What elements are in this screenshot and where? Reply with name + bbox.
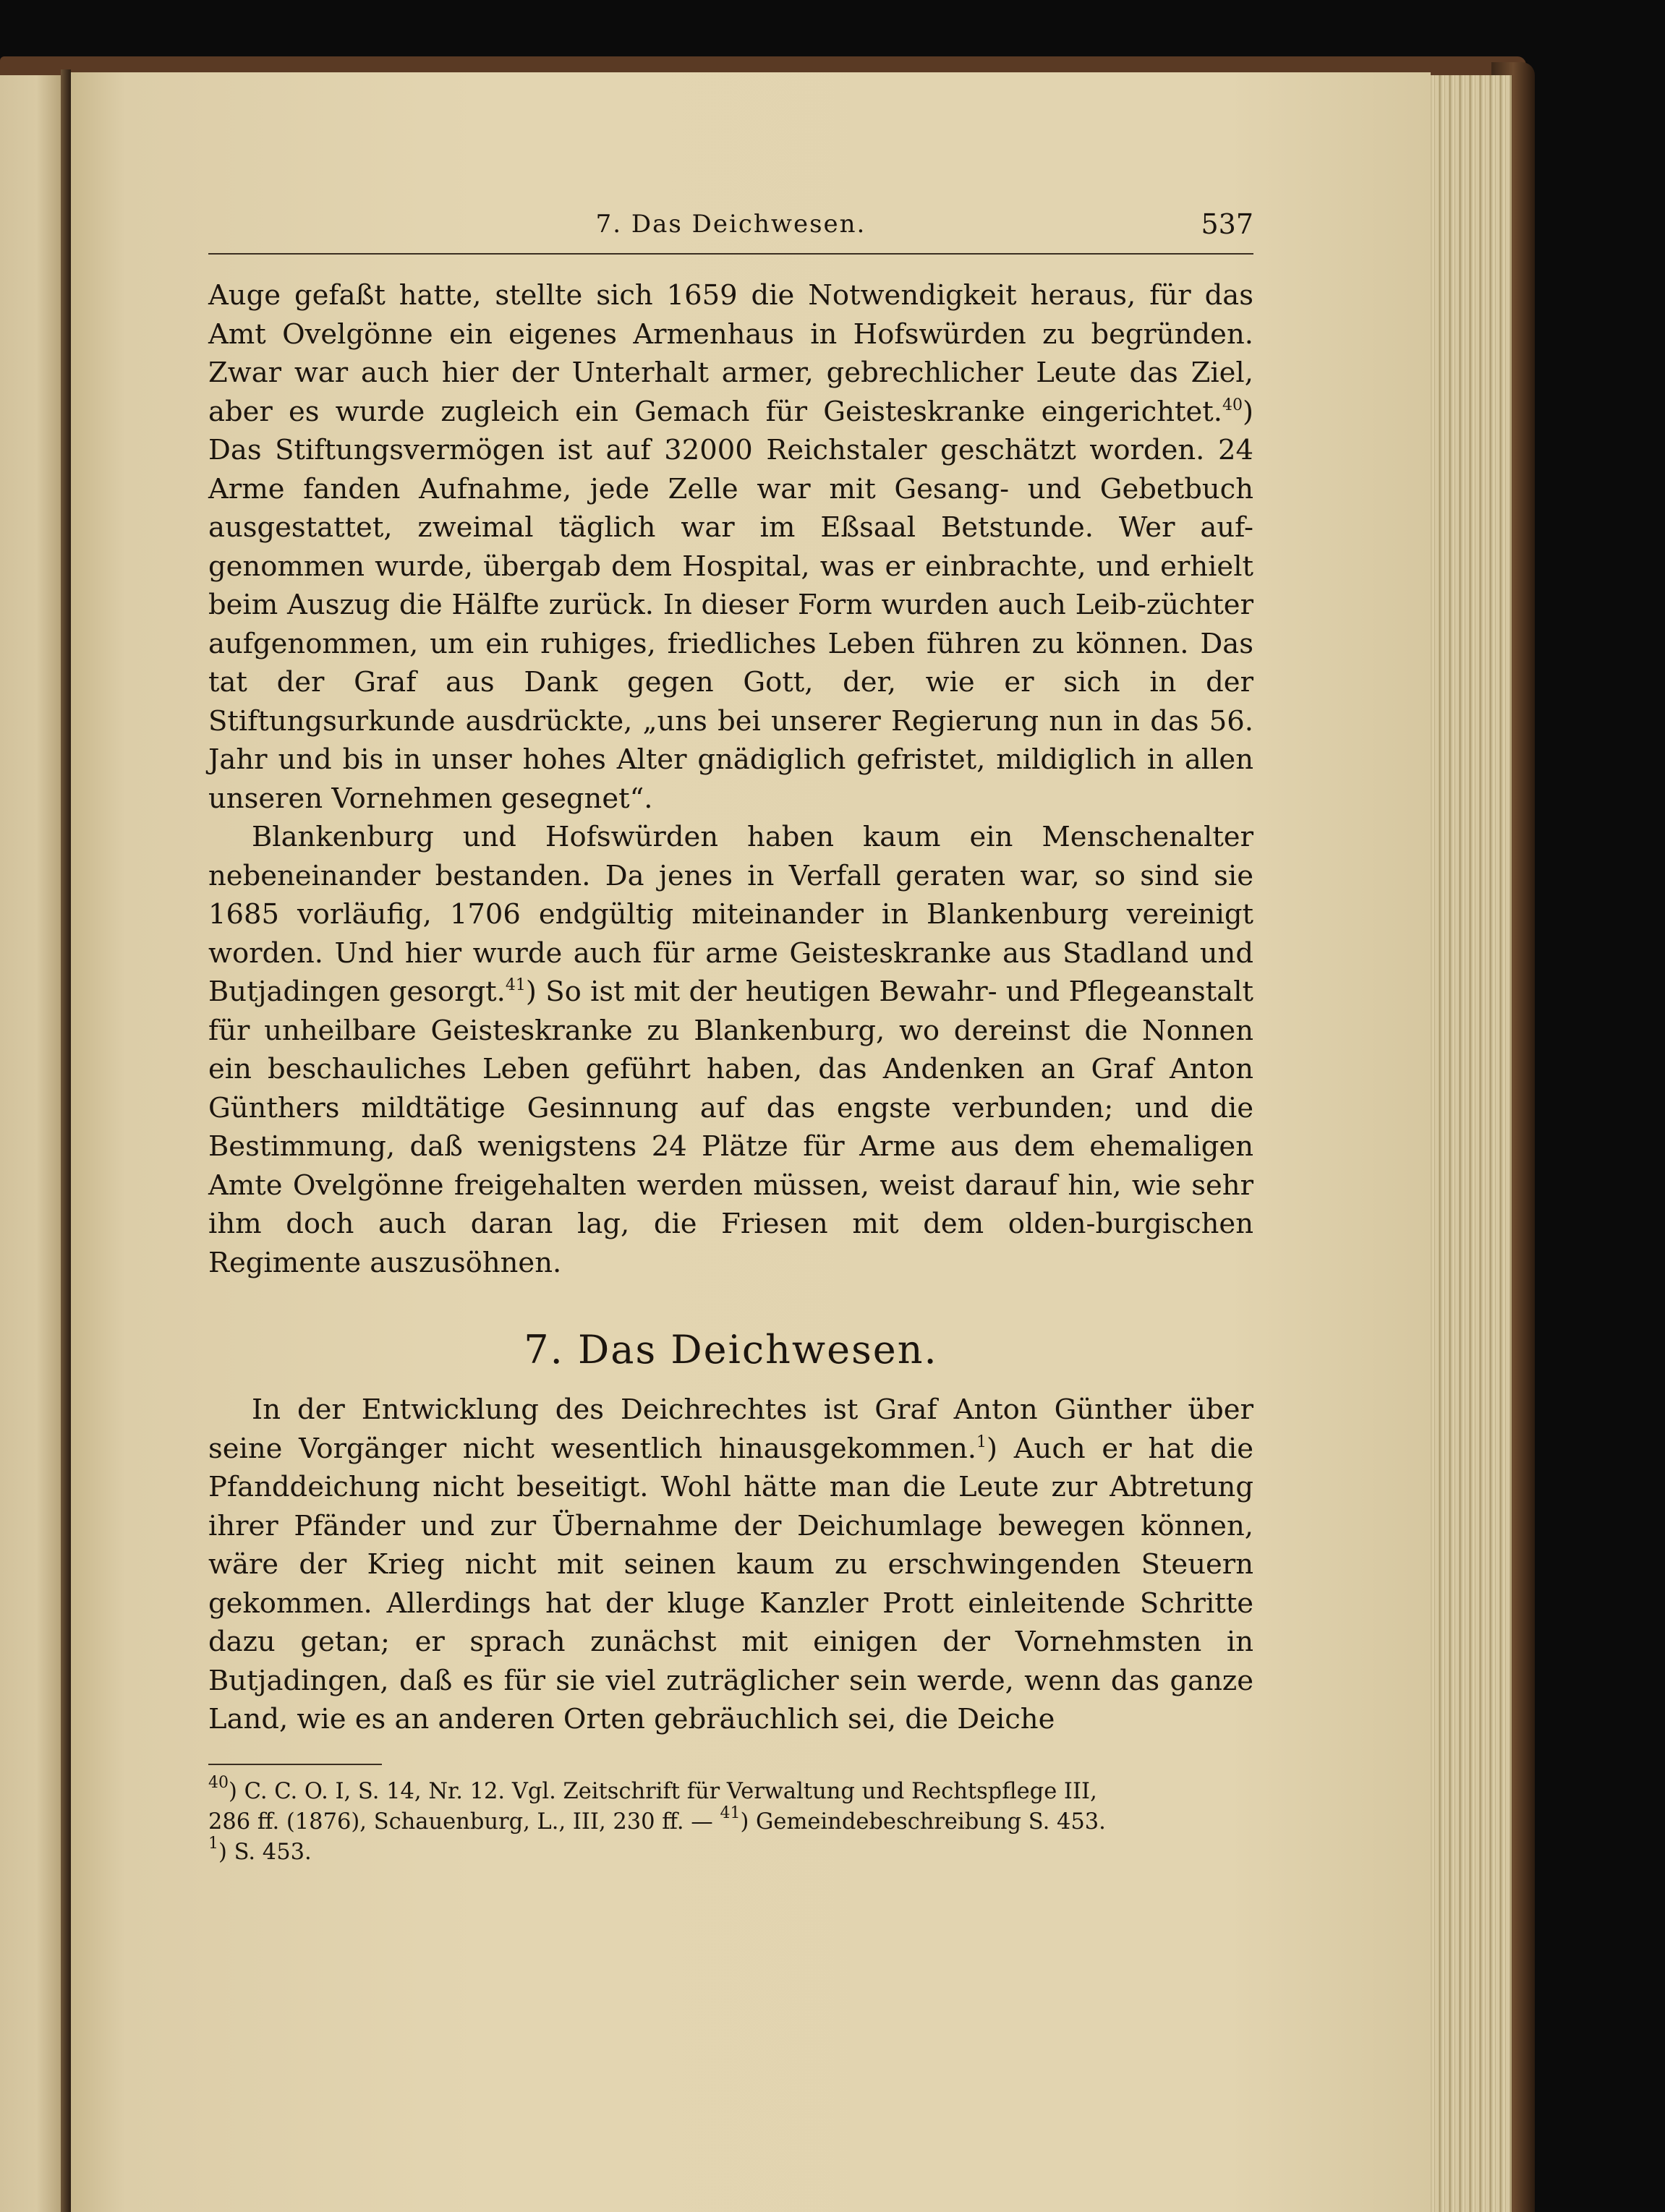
page-content [208,202,1253,1868]
running-head [208,202,1253,255]
page-number: 537 [1201,208,1253,240]
footnote-41-mark: 41 [720,1803,741,1822]
footnote-1: $^1$) S. 453. [208,1834,312,1865]
book-page [71,72,1431,2212]
footnote-40: $^{40}$) C. C. O. I, S. 14, Nr. 12. Vgl. Zeitschrift für Verwaltung und Rechtspflege III, 286 ff. (1876), Schauenburg, L., III, 230 ff. — $^{41}$) Gemeindebeschreibung S. 453. [208,1773,1106,1835]
left-page-strip [0,75,61,2212]
footnote-rule [208,1764,382,1765]
book-gutter [61,69,71,2212]
running-title: 7. Das Deichwesen. [595,210,866,239]
footnote-ref-40: 40 [1222,396,1243,414]
paragraph-blankenburg: Blankenburg und Hofswürden haben kaum ein Menschenalter nebeneinander bestanden. Da jenes in Verfall geraten war, so sind sie 1685 vorläufig, 1706 endgültig miteinander in Blankenburg vereinigt worden. Und hier wurde auch für arme Geisteskranke aus Stadland und Butjadingen gesorgt.$^{41}$) So ist mit der heutigen Bewahr- und Pflegeanstalt für unheilbare Geisteskranke zu Blankenburg, wo dereinst die Nonnen ein beschauliches Leben geführt haben, das Andenken an Graf Anton Günthers mildtätige Gesinnung auf das engste verbunden; und die Bestimmung, daß wenigstens 24 Plätze für Arme aus dem ehemaligen Amte Ovelgönne freigehalten werden müssen, weist darauf hin, wie sehr ihm doch auch daran lag, die Friesen mit dem olden-burgischen Regimente auszusöhnen. [208,821,1253,1279]
paragraph-armenhaus: Auge gefaßt hatte, stellte sich 1659 die Notwendigkeit heraus, für das Amt Ovelgönne ein eigenes Armenhaus in Hofswürden zu begründen. Zwar war auch hier der Unterhalt armer, gebrechlicher Leute das Ziel, aber es wurde zugleich ein Gemach für Geisteskranke eingerichtet.$^{40}$) Das Stiftungsvermögen ist auf 32000 Reichstaler geschätzt worden. 24 Arme fanden Aufnahme, jede Zelle war mit Gesang- und Gebetbuch ausgestattet, zweimal täglich war im Eßsaal Betstunde. Wer auf-genommen wurde, übergab dem Hospital, was er einbrachte, und erhielt beim Auszug die Hälfte zurück. In dieser Form wurden auch Leib-züchter aufgenommen, um ein ruhiges, friedliches Leben führen zu können. Das tat der Graf aus Dank gegen Gott, der, wie er sich in der Stiftungsurkunde ausdrückte, „uns bei unserer Regierung nun in das 56. Jahr und bis in unser hohes Alter gnädiglich gefristet, mildiglich in allen unseren Vornehmen gesegnet“. [208,279,1253,815]
footnote-ref-1: 1 [976,1432,987,1451]
section-heading: 7. Das Deichwesen. [524,1327,938,1372]
page-edges [1425,75,1512,2212]
footnotes [208,1773,1253,1868]
footnote-ref-41: 41 [505,976,526,994]
paragraph-deichrecht: In der Entwicklung des Deichrechtes ist Graf Anton Günther über seine Vorgänger nicht wesentlich hinausgekommen.$^1$) Auch er hat die Pfanddeichung nicht beseitigt. Wohl hätte man die Leute zur Abtretung ihrer Pfänder und zur Übernahme der Deichumlage bewegen können, wäre der Krieg nicht mit seinen kaum zu erschwingenden Steuern gekommen. Allerdings hat der kluge Kanzler Prott einleitende Schritte dazu getan; er sprach zunächst mit einigen der Vornehmsten in Butjadingen, daß es für sie viel zuträglicher sein werde, wenn das ganze Land, wie es an anderen Orten gebräuchlich sei, die Deiche [208,1393,1253,1735]
